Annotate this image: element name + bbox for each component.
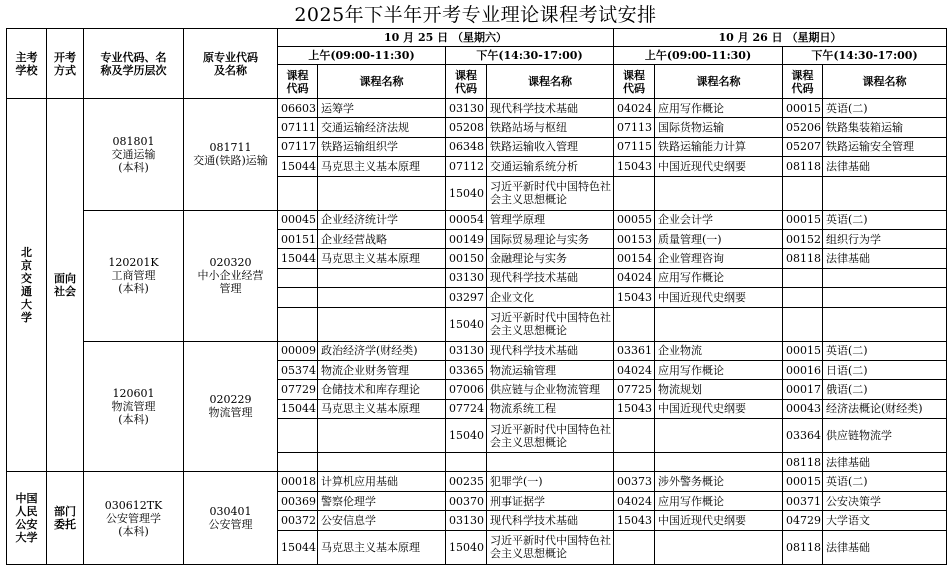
course-code: 07115 bbox=[614, 137, 655, 156]
course-code bbox=[614, 307, 655, 341]
course-code: 08118 bbox=[783, 453, 823, 472]
course-code: 15043 bbox=[614, 288, 655, 307]
course-name: 公安决策学 bbox=[823, 491, 947, 510]
course-name bbox=[655, 453, 783, 472]
header-day1: 10 月 25 日 （星期六） bbox=[278, 29, 614, 47]
course-name: 企业经济统计学 bbox=[318, 210, 446, 229]
header-major: 专业代码、名 称及学历层次 bbox=[84, 29, 184, 99]
course-code bbox=[278, 268, 318, 287]
course-code: 00018 bbox=[278, 472, 318, 491]
original-major-cell: 030401 公安管理 bbox=[184, 472, 278, 564]
course-name: 铁路运输能力计算 bbox=[655, 137, 783, 156]
course-name: 质量管理(一) bbox=[655, 229, 783, 248]
course-code: 15040 bbox=[446, 176, 487, 210]
header-course-code: 课程 代码 bbox=[614, 65, 655, 99]
course-code: 00154 bbox=[614, 249, 655, 268]
course-name: 计算机应用基础 bbox=[318, 472, 446, 491]
course-name bbox=[318, 453, 446, 472]
course-name: 公安信息学 bbox=[318, 511, 446, 530]
course-name: 铁路运输安全管理 bbox=[823, 137, 947, 156]
course-name: 习近平新时代中国特色社会主义思想概论 bbox=[487, 176, 614, 210]
course-name bbox=[823, 307, 947, 341]
course-name bbox=[823, 268, 947, 287]
course-code: 03365 bbox=[446, 360, 487, 379]
course-code: 00015 bbox=[783, 210, 823, 229]
course-code: 15040 bbox=[446, 530, 487, 564]
header-day2-pm: 下午(14:30-17:00) bbox=[783, 47, 947, 65]
course-code: 00015 bbox=[783, 341, 823, 360]
course-code: 07111 bbox=[278, 118, 318, 137]
course-code: 00370 bbox=[446, 491, 487, 510]
course-name: 铁路运输组织学 bbox=[318, 137, 446, 156]
course-code: 03130 bbox=[446, 99, 487, 118]
course-code bbox=[783, 288, 823, 307]
exam-mode-cell: 面向 社会 bbox=[47, 99, 84, 472]
course-name bbox=[318, 288, 446, 307]
course-name: 物流规划 bbox=[655, 380, 783, 399]
header-course-name: 课程名称 bbox=[655, 65, 783, 99]
header-school: 主考 学校 bbox=[7, 29, 47, 99]
course-name: 现代科学技术基础 bbox=[487, 511, 614, 530]
course-code: 00153 bbox=[614, 229, 655, 248]
course-name bbox=[318, 307, 446, 341]
course-code bbox=[614, 419, 655, 453]
course-name: 供应链与企业物流管理 bbox=[487, 380, 614, 399]
course-name: 俄语(二) bbox=[823, 380, 947, 399]
course-code bbox=[614, 176, 655, 210]
course-code: 07724 bbox=[446, 399, 487, 418]
course-code: 04024 bbox=[614, 268, 655, 287]
course-name: 铁路集装箱运输 bbox=[823, 118, 947, 137]
course-name: 铁路站场与枢纽 bbox=[487, 118, 614, 137]
course-name: 习近平新时代中国特色社会主义思想概论 bbox=[487, 530, 614, 564]
course-name: 犯罪学(一) bbox=[487, 472, 614, 491]
course-name bbox=[318, 419, 446, 453]
table-row bbox=[7, 472, 947, 491]
course-name: 法律基础 bbox=[823, 157, 947, 176]
header-course-code: 课程 代码 bbox=[446, 65, 487, 99]
course-name: 仓储技术和库存理论 bbox=[318, 380, 446, 399]
course-name bbox=[487, 453, 614, 472]
course-name: 交通运输系统分析 bbox=[487, 157, 614, 176]
header-day2-am: 上午(09:00-11:30) bbox=[614, 47, 783, 65]
header-day2: 10 月 26 日 （星期日） bbox=[614, 29, 947, 47]
course-name: 企业文化 bbox=[487, 288, 614, 307]
exam-mode-cell: 部门 委托 bbox=[47, 472, 84, 564]
course-code: 08118 bbox=[783, 249, 823, 268]
course-code: 03364 bbox=[783, 419, 823, 453]
header-course-code: 课程 代码 bbox=[278, 65, 318, 99]
course-code: 06603 bbox=[278, 99, 318, 118]
course-name: 应用写作概论 bbox=[655, 491, 783, 510]
header-course-name: 课程名称 bbox=[318, 65, 446, 99]
course-name: 法律基础 bbox=[823, 453, 947, 472]
course-name: 中国近现代史纲要 bbox=[655, 399, 783, 418]
course-name bbox=[655, 530, 783, 564]
course-name: 英语(二) bbox=[823, 472, 947, 491]
course-code: 03130 bbox=[446, 268, 487, 287]
course-code: 00369 bbox=[278, 491, 318, 510]
course-name bbox=[318, 176, 446, 210]
course-name bbox=[655, 176, 783, 210]
schedule-body bbox=[7, 99, 947, 565]
course-name: 交通运输经济法规 bbox=[318, 118, 446, 137]
course-code: 07006 bbox=[446, 380, 487, 399]
course-name: 英语(二) bbox=[823, 99, 947, 118]
exam-schedule-table bbox=[6, 28, 947, 565]
course-code: 05208 bbox=[446, 118, 487, 137]
original-major-cell: 020320 中小企业经营 管理 bbox=[184, 210, 278, 341]
major-cell: 120601 物流管理 (本科) bbox=[84, 341, 184, 472]
course-name: 马克思主义基本原理 bbox=[318, 530, 446, 564]
course-code: 15044 bbox=[278, 157, 318, 176]
table-row bbox=[7, 341, 947, 360]
original-major-cell: 081711 交通(铁路)运输 bbox=[184, 99, 278, 211]
course-name bbox=[823, 288, 947, 307]
course-name: 铁路运输收入管理 bbox=[487, 137, 614, 156]
course-code: 15043 bbox=[614, 399, 655, 418]
course-code: 00054 bbox=[446, 210, 487, 229]
course-code: 00151 bbox=[278, 229, 318, 248]
course-code: 15043 bbox=[614, 157, 655, 176]
course-code: 00045 bbox=[278, 210, 318, 229]
course-code: 07729 bbox=[278, 380, 318, 399]
course-code: 15044 bbox=[278, 399, 318, 418]
course-code: 00149 bbox=[446, 229, 487, 248]
course-code bbox=[278, 288, 318, 307]
course-code: 15044 bbox=[278, 249, 318, 268]
course-code: 00043 bbox=[783, 399, 823, 418]
course-name: 大学语文 bbox=[823, 511, 947, 530]
course-code: 00372 bbox=[278, 511, 318, 530]
course-name: 国际货物运输 bbox=[655, 118, 783, 137]
course-name: 法律基础 bbox=[823, 249, 947, 268]
course-code: 00152 bbox=[783, 229, 823, 248]
course-code: 00371 bbox=[783, 491, 823, 510]
course-code: 03361 bbox=[614, 341, 655, 360]
course-code: 04024 bbox=[614, 99, 655, 118]
course-name: 马克思主义基本原理 bbox=[318, 399, 446, 418]
course-code bbox=[278, 176, 318, 210]
course-name bbox=[823, 176, 947, 210]
course-code bbox=[783, 268, 823, 287]
course-name: 马克思主义基本原理 bbox=[318, 157, 446, 176]
course-code: 03297 bbox=[446, 288, 487, 307]
course-name: 应用写作概论 bbox=[655, 99, 783, 118]
course-name: 应用写作概论 bbox=[655, 268, 783, 287]
header-original-major: 原专业代码 及名称 bbox=[184, 29, 278, 99]
table-row bbox=[7, 210, 947, 229]
course-code: 08118 bbox=[783, 530, 823, 564]
course-name: 习近平新时代中国特色社会主义思想概论 bbox=[487, 307, 614, 341]
course-name: 物流系统工程 bbox=[487, 399, 614, 418]
course-code: 07725 bbox=[614, 380, 655, 399]
course-name: 中国近现代史纲要 bbox=[655, 157, 783, 176]
course-name: 中国近现代史纲要 bbox=[655, 288, 783, 307]
course-code: 00150 bbox=[446, 249, 487, 268]
major-cell: 081801 交通运输 (本科) bbox=[84, 99, 184, 211]
course-name: 现代科学技术基础 bbox=[487, 268, 614, 287]
course-name: 物流企业财务管理 bbox=[318, 360, 446, 379]
course-code: 00015 bbox=[783, 472, 823, 491]
course-name: 组织行为学 bbox=[823, 229, 947, 248]
school-cell: 中国 人民 公安 大学 bbox=[7, 472, 47, 564]
course-code: 03130 bbox=[446, 341, 487, 360]
course-code: 00235 bbox=[446, 472, 487, 491]
course-name: 涉外警务概论 bbox=[655, 472, 783, 491]
course-code bbox=[783, 307, 823, 341]
course-name bbox=[655, 307, 783, 341]
header-course-name: 课程名称 bbox=[487, 65, 614, 99]
course-code: 15043 bbox=[614, 511, 655, 530]
course-name: 现代科学技术基础 bbox=[487, 341, 614, 360]
header-course-name: 课程名称 bbox=[823, 65, 947, 99]
course-code: 00009 bbox=[278, 341, 318, 360]
course-code bbox=[278, 419, 318, 453]
course-code: 05207 bbox=[783, 137, 823, 156]
course-code: 15044 bbox=[278, 530, 318, 564]
course-name: 企业经营战略 bbox=[318, 229, 446, 248]
course-name: 刑事证据学 bbox=[487, 491, 614, 510]
course-code bbox=[614, 453, 655, 472]
course-code: 15040 bbox=[446, 307, 487, 341]
course-code: 03130 bbox=[446, 511, 487, 530]
course-name: 应用写作概论 bbox=[655, 360, 783, 379]
course-code bbox=[446, 453, 487, 472]
course-code bbox=[783, 176, 823, 210]
course-name: 英语(二) bbox=[823, 341, 947, 360]
course-code: 15040 bbox=[446, 419, 487, 453]
course-name: 警察伦理学 bbox=[318, 491, 446, 510]
course-name: 管理学原理 bbox=[487, 210, 614, 229]
course-code: 04024 bbox=[614, 360, 655, 379]
header-mode: 开考 方式 bbox=[47, 29, 84, 99]
course-code bbox=[278, 453, 318, 472]
header-day1-pm: 下午(14:30-17:00) bbox=[446, 47, 614, 65]
table-row bbox=[7, 99, 947, 118]
course-code: 00055 bbox=[614, 210, 655, 229]
course-code: 00373 bbox=[614, 472, 655, 491]
course-code: 07117 bbox=[278, 137, 318, 156]
course-code bbox=[278, 307, 318, 341]
course-name: 习近平新时代中国特色社会主义思想概论 bbox=[487, 419, 614, 453]
course-name: 运筹学 bbox=[318, 99, 446, 118]
course-name bbox=[318, 268, 446, 287]
course-code bbox=[614, 530, 655, 564]
course-code: 08118 bbox=[783, 157, 823, 176]
course-name: 政治经济学(财经类) bbox=[318, 341, 446, 360]
course-code: 05374 bbox=[278, 360, 318, 379]
course-name: 物流运输管理 bbox=[487, 360, 614, 379]
course-name: 金融理论与实务 bbox=[487, 249, 614, 268]
school-cell: 北 京 交 通 大 学 bbox=[7, 99, 47, 472]
course-code: 07112 bbox=[446, 157, 487, 176]
course-code: 06348 bbox=[446, 137, 487, 156]
course-code: 07113 bbox=[614, 118, 655, 137]
course-code: 00015 bbox=[783, 99, 823, 118]
course-code: 04024 bbox=[614, 491, 655, 510]
course-name: 英语(二) bbox=[823, 210, 947, 229]
course-code: 04729 bbox=[783, 511, 823, 530]
course-name: 企业管理咨询 bbox=[655, 249, 783, 268]
course-name: 日语(二) bbox=[823, 360, 947, 379]
course-name bbox=[655, 419, 783, 453]
course-name: 经济法概论(财经类) bbox=[823, 399, 947, 418]
course-name: 马克思主义基本原理 bbox=[318, 249, 446, 268]
course-name: 现代科学技术基础 bbox=[487, 99, 614, 118]
course-name: 中国近现代史纲要 bbox=[655, 511, 783, 530]
course-name: 国际贸易理论与实务 bbox=[487, 229, 614, 248]
course-code: 00016 bbox=[783, 360, 823, 379]
header-course-code: 课程 代码 bbox=[783, 65, 823, 99]
major-cell: 120201K 工商管理 (本科) bbox=[84, 210, 184, 341]
course-name: 供应链物流学 bbox=[823, 419, 947, 453]
header-day1-am: 上午(09:00-11:30) bbox=[278, 47, 446, 65]
major-cell: 030612TK 公安管理学 (本科) bbox=[84, 472, 184, 564]
course-code: 05206 bbox=[783, 118, 823, 137]
course-name: 法律基础 bbox=[823, 530, 947, 564]
page-title: 2025年下半年开考专业理论课程考试安排 bbox=[294, 4, 657, 26]
course-name: 企业物流 bbox=[655, 341, 783, 360]
course-name: 企业会计学 bbox=[655, 210, 783, 229]
course-code: 00017 bbox=[783, 380, 823, 399]
original-major-cell: 020229 物流管理 bbox=[184, 341, 278, 472]
